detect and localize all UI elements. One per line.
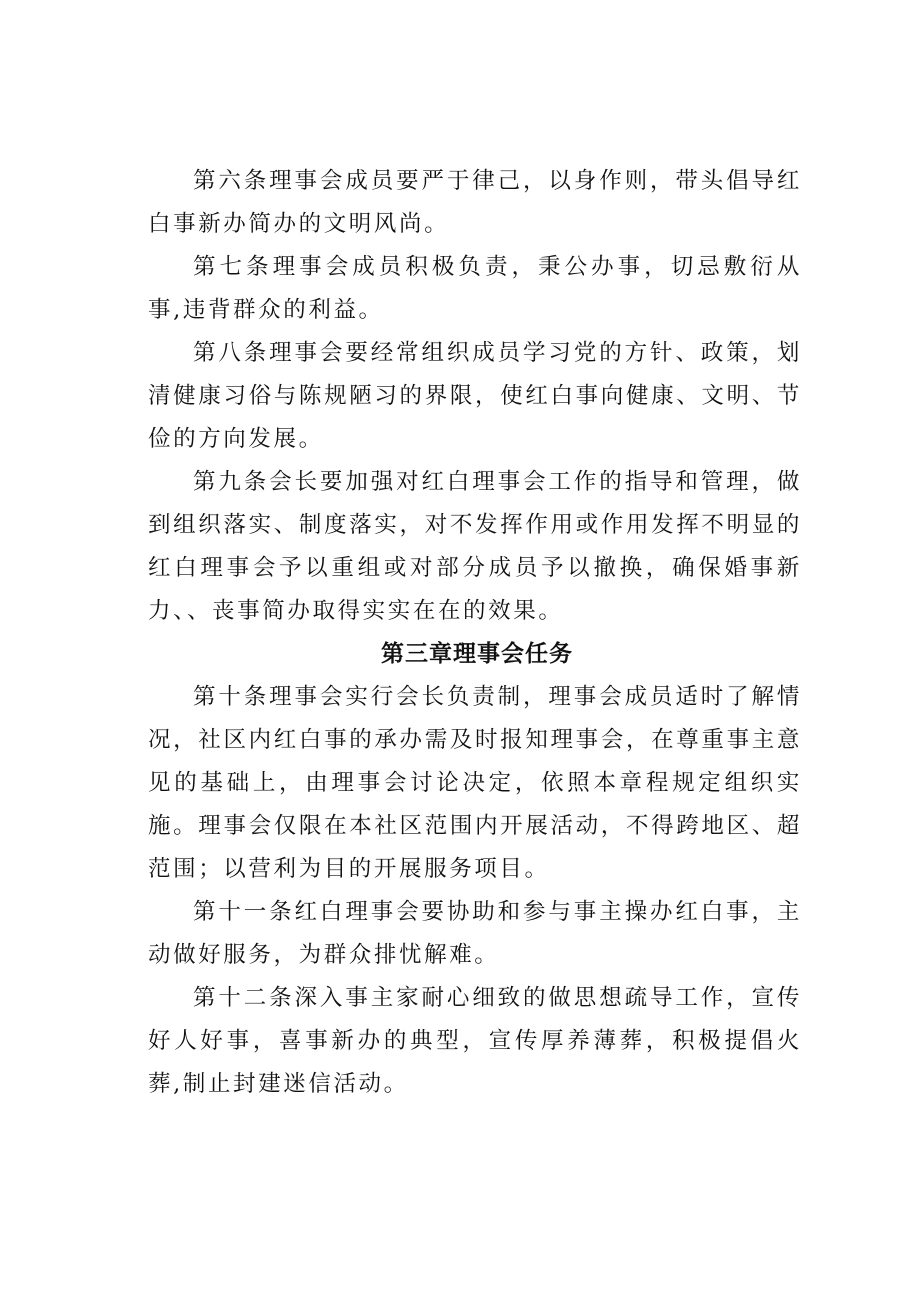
- article-8-paragraph: 第八条理事会要经常组织成员学习党的方针、政策，划清健康习俗与陈规陋习的界限，使红白事向健康、文明、节俭的方向发展。: [148, 340, 802, 452]
- article-11-paragraph: 第十一条红白理事会要协助和参与事主操办红白事，主动做好服务，为群众排忧解难。: [148, 899, 802, 968]
- article-12-paragraph: 第十二条深入事主家耐心细致的做思想疏导工作，宣传好人好事，喜事新办的典型，宣传厚养薄葬，积极提倡火葬,制止封建迷信活动。: [148, 985, 802, 1097]
- document-body: [148, 160, 802, 1106]
- article-7-paragraph: 第七条理事会成员积极负责，秉公办事，切忌敷衍从事,违背群众的利益。: [148, 254, 802, 323]
- chapter-heading: 第三章理事会任务: [381, 641, 573, 667]
- article-6-paragraph: 第六条理事会成员要严于律己，以身作则，带头倡导红白事新办简办的文明风尚。: [148, 168, 802, 237]
- article-9-paragraph: 第九条会长要加强对红白理事会工作的指导和管理，做到组织落实、制度落实，对不发挥作用或作用发挥不明显的红白理事会予以重组或对部分成员予以撤换，确保婚事新力、、丧事简办取得实实在在的效果。: [148, 469, 802, 624]
- article-10-paragraph: 第十条理事会实行会长负责制，理事会成员适时了解情况，社区内红白事的承办需及时报知理事会，在尊重事主意见的基础上，由理事会讨论决定，依照本章程规定组织实施。理事会仅限在本社区范围内开展活动，不得跨地区、超范围；以营利为目的开展服务项目。: [148, 684, 802, 882]
